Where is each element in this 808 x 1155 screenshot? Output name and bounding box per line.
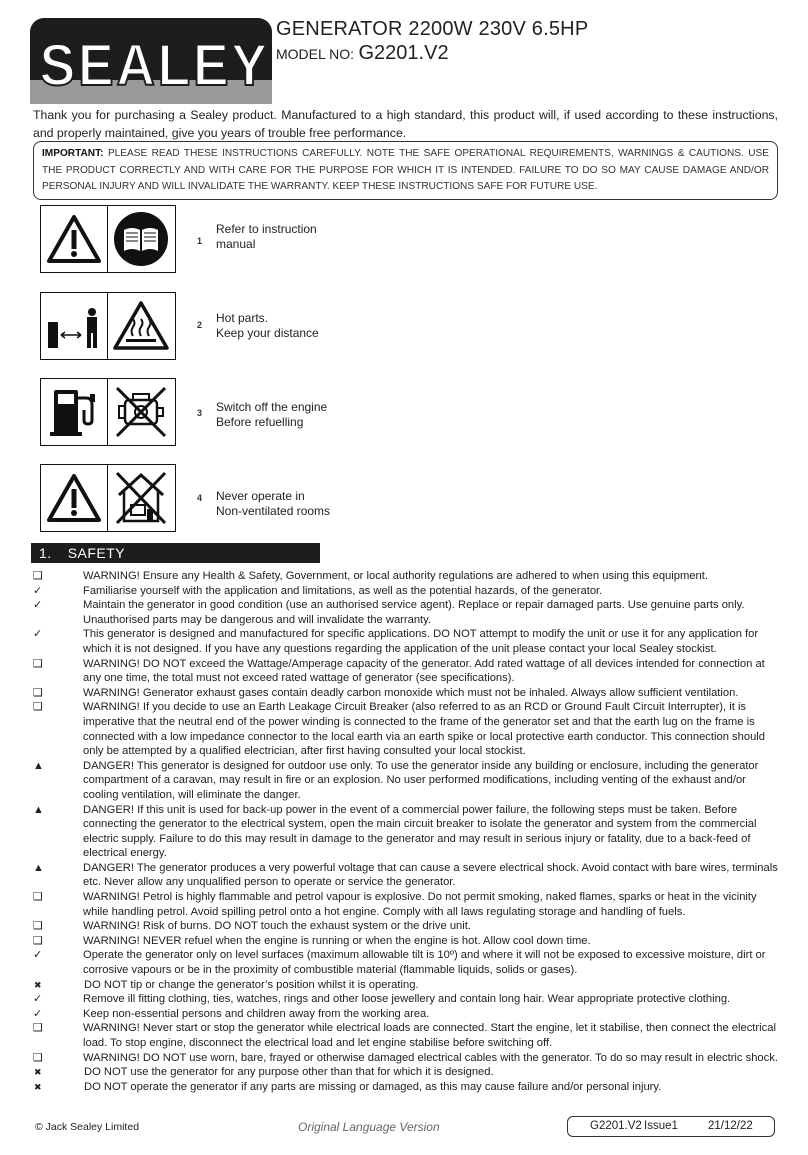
model-value: G2201.V2: [358, 42, 449, 64]
symbol-pair-4: [40, 464, 176, 532]
list-marker: ▲: [33, 803, 44, 816]
list-marker: ▲: [33, 759, 44, 772]
list-item: [33, 1021, 778, 1050]
list-item: [33, 919, 778, 934]
list-marker: ✓: [33, 1007, 43, 1020]
footer-issue: Issue1: [644, 1120, 678, 1132]
list-marker: ❑: [33, 701, 43, 714]
safety-list: [33, 569, 778, 1094]
warning-icon: [41, 206, 108, 272]
symbol-label: [216, 311, 319, 341]
symbol-pair-2: [40, 292, 176, 360]
symbol-label-line: Keep your distance: [216, 326, 319, 340]
symbol-label: [216, 400, 327, 430]
list-item-text: WARNING! Never start or stop the generator while electrical loads are connected. Start the engine, let it stabilise, then connect the electrical load. To stop engine, disconnect the electrical load and let engine stabilise before switching off.: [83, 1022, 776, 1049]
list-item: [33, 978, 778, 993]
fuel-pump-icon: [41, 379, 108, 445]
list-item: [33, 627, 778, 656]
list-item: [33, 1080, 778, 1095]
list-item-text: DO NOT tip or change the generator’s position whilst it is operating.: [84, 978, 419, 991]
footer-model: G2201.V2: [590, 1120, 642, 1132]
list-item: [33, 861, 778, 890]
list-marker: ❑: [33, 891, 43, 904]
list-item: [33, 1051, 778, 1066]
list-item: [33, 700, 778, 758]
book-icon: [108, 206, 174, 272]
list-item-text: Keep non-essential persons and children away from the working area.: [83, 1007, 430, 1020]
warning-icon: [41, 465, 108, 531]
list-marker: ✖: [34, 1067, 42, 1078]
list-marker: ✓: [33, 628, 43, 641]
list-marker: ✓: [33, 949, 43, 962]
symbol-label: [216, 222, 317, 252]
list-item: [33, 657, 778, 686]
list-item: [33, 759, 778, 803]
symbol-pair-3: [40, 378, 176, 446]
symbol-number: 3: [197, 408, 203, 418]
important-label: IMPORTANT:: [42, 148, 104, 159]
important-notice: [33, 141, 778, 200]
symbol-label-line: Never operate in: [216, 489, 305, 503]
list-marker: ✖: [34, 979, 42, 990]
list-marker: ❑: [33, 1022, 43, 1035]
list-item-text: WARNING! NEVER refuel when the engine is running or when the engine is hot. Allow cool down time.: [83, 934, 591, 947]
list-item-text: DANGER! The generator produces a very powerful voltage that can cause a severe electrical shock. Avoid contact with bare wires, terminals etc. Never allow any unqualified person to operate or service the generator.: [83, 861, 778, 889]
symbol-label-line: manual: [216, 237, 256, 251]
list-item-text: Maintain the generator in good condition (use an authorised service agent). Replace or repair damaged parts. Use genuine parts only. Unauthorised parts may be dangerous and will invalidate the warranty.: [83, 599, 745, 626]
important-text: PLEASE READ THESE INSTRUCTIONS CAREFULLY. NOTE THE SAFE OPERATIONAL REQUIREMENTS, WARNINGS & CAUTIONS. USE THE PRODUCT CORRECTLY AND WITH CARE FOR THE PURPOSE FOR WHICH IT IS INTENDED. FAILURE TO DO SO MAY CAUSE DAMAGE AND/OR PERSONAL INJURY AND WILL INVALIDATE THE WARRANTY. KEEP THESE INSTRUCTIONS SAFE FOR FUTURE USE.: [42, 148, 769, 192]
list-item-text: WARNING! DO NOT use worn, bare, frayed or otherwise damaged electrical cables with the generator. To do so may result in electric shock.: [83, 1051, 778, 1064]
list-marker: ❑: [33, 686, 43, 699]
list-marker: ❑: [33, 1051, 43, 1064]
list-marker: ❑: [33, 570, 43, 582]
list-item-text: WARNING! Generator exhaust gases contain deadly carbon monoxide which must not be inhaled. Always allow sufficient ventilation.: [83, 686, 739, 699]
list-item: [33, 992, 778, 1007]
list-item-text: This generator is designed and manufactured for specific applications. DO NOT attempt to modify the unit or use it for any application for which it is not designed. If you have any questions regarding the application of the unit please contact your local Sealey stockist.: [83, 628, 759, 655]
section-title: SAFETY: [67, 545, 126, 561]
footer-date: 21/12/22: [708, 1120, 753, 1132]
list-item: [33, 934, 778, 949]
list-item-text: DO NOT operate the generator if any parts are missing or damaged, as this may cause failure and/or personal injury.: [84, 1080, 662, 1093]
list-item-text: WARNING! If you decide to use an Earth Leakage Circuit Breaker (also referred to as an RCD or Ground Fault Circuit Interrupter), it is imperative that the neutral end of the power winding is connected to the frame of the generator set and that the earth lug on the frame is connected with a low impedance connector to the local earth via an earth spike or local protective earth conductor. This connection should only be attempted by a qualified electrician, after first having consulted your local stockist.: [83, 701, 766, 758]
list-item-text: WARNING! DO NOT exceed the Wattage/Amperage capacity of the generator. Add rated wattage of all devices intended for connection at any one time, the total must not exceed rated wattage of generator (see specifications).: [83, 657, 765, 685]
list-item: [33, 569, 778, 584]
intro-paragraph: Thank you for purchasing a Sealey product. Manufactured to a high standard, this product will, if used according to these instructions, and properly maintained, give you years of trouble free performance.: [33, 108, 778, 140]
model-label: MODEL NO:: [276, 46, 355, 62]
no-indoor-use-icon: [108, 465, 174, 531]
list-marker: ❑: [33, 934, 43, 947]
keep-distance-icon: [41, 293, 108, 359]
logo-wordmark: SEALEY: [39, 33, 270, 98]
list-item: [33, 584, 778, 599]
list-item: [33, 890, 778, 919]
hot-surface-icon: [108, 293, 174, 359]
symbol-label-line: Hot parts.: [216, 311, 269, 325]
list-item: [33, 948, 778, 977]
footer-doc-info: [567, 1116, 775, 1137]
footer-copyright: © Jack Sealey Limited: [35, 1121, 140, 1133]
list-marker: ✖: [34, 1081, 42, 1092]
list-item-text: Operate the generator only on level surfaces (maximum allowable tilt is 10º) and where it will not be exposed to excessive moisture, dirt or corrosive vapours or be in the proximity of combustible material (flammable liquids, solids or gases).: [83, 949, 766, 977]
list-item: [33, 686, 778, 701]
product-title: GENERATOR 2200W 230V 6.5HP: [276, 18, 589, 40]
symbol-label-line: Switch off the engine: [216, 400, 328, 414]
symbol-number: 1: [197, 236, 203, 246]
list-marker: ✓: [33, 584, 43, 597]
list-item: [33, 1007, 778, 1022]
symbol-label-line: Non-ventilated rooms: [216, 504, 331, 518]
list-item-text: WARNING! Ensure any Health & Safety, Government, or local authority regulations are adhered to when using this equipment.: [83, 570, 708, 582]
sealey-logo: [30, 18, 272, 104]
list-item-text: DO NOT use the generator for any purpose other than that for which it is designed.: [84, 1066, 494, 1079]
list-marker: ✓: [33, 599, 43, 612]
list-item-text: WARNING! Petrol is highly flammable and petrol vapour is explosive. Do not permit smoking, naked flames, sparks or heat in the vicinity while handling petrol. Avoid spilling petrol onto a hot engine. Comply with all laws regulating storage and handling of fuels.: [83, 891, 757, 918]
list-item-text: DANGER! If this unit is used for back-up power in the event of a commercial power failure, the following steps must be taken. Before connecting the generator to the electrical system, open the main circuit breaker to isolate the generator and system from the commercial electric supply. Failure to do this may result in damage to the generator and may result in serious injury or fatality, due to a back-feed of electrical energy.: [83, 803, 757, 860]
list-item-text: WARNING! Risk of burns. DO NOT touch the exhaust system or the drive unit.: [83, 920, 471, 933]
symbol-number: 2: [197, 320, 203, 330]
symbol-label-line: Refer to instruction: [216, 222, 317, 236]
list-marker: ▲: [33, 861, 44, 874]
section-number: 1.: [39, 545, 52, 561]
list-marker: ❑: [33, 920, 43, 933]
symbol-label-line: Before refuelling: [216, 415, 304, 429]
footer-language: Original Language Version: [298, 1120, 440, 1134]
list-item-text: Remove ill fitting clothing, ties, watches, rings and other loose jewellery and contain long hair. Wear appropriate protective clothing.: [83, 993, 731, 1006]
list-item-text: Familiarise yourself with the application and limitations, as well as the potential hazards, of the generator.: [83, 584, 603, 597]
list-item: [33, 803, 778, 861]
list-item: [33, 598, 778, 627]
symbol-pair-1: [40, 205, 176, 273]
list-marker: ❑: [33, 657, 43, 670]
list-item-text: DANGER! This generator is designed for outdoor use only. To use the generator inside any building or enclosure, including the generator compartment of a caravan, may result in fire or an explosion. No user performed modifications, including venting of the exhaust and/or cooling ventilation, will eliminate the danger.: [83, 759, 759, 801]
symbol-label: [216, 489, 330, 519]
no-running-engine-icon: [108, 379, 174, 445]
section-heading: [31, 543, 320, 563]
model-number: [276, 42, 449, 65]
symbol-number: 4: [197, 493, 203, 503]
list-marker: ✓: [33, 993, 43, 1006]
list-item: [33, 1065, 778, 1080]
